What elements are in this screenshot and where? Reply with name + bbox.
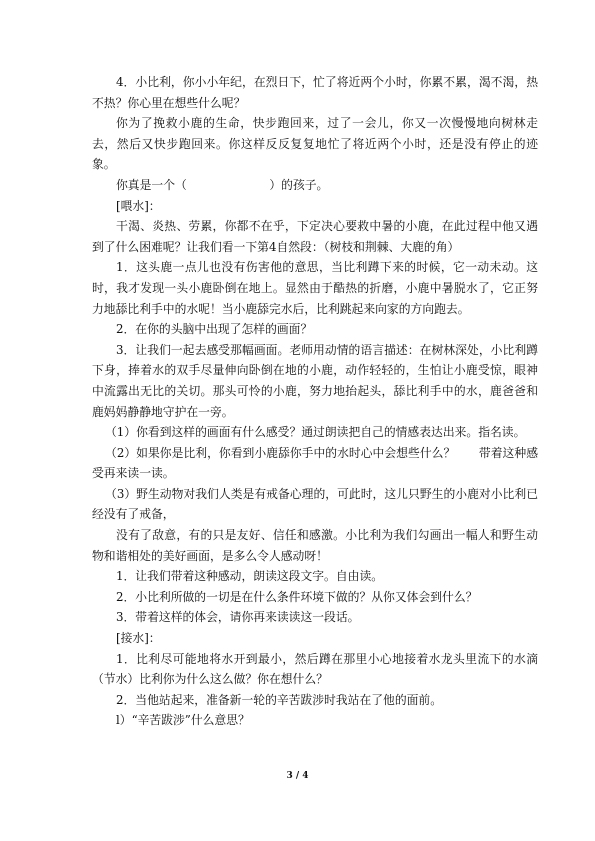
paragraph: 2．小比利所做的一切是在什么条件环境下做的？从你又体会到什么？	[116, 589, 478, 604]
paragraph: 你为了挽救小鹿的生命，快步跑回来，过了一会儿，你又一次慢慢地向树林走去，然后又快步跑回来。你这样反反复复地忙了将近两个小时，还是没有停止的迹象。	[92, 116, 538, 172]
section-label-receive-water: [接水]：	[116, 631, 161, 646]
paragraph: 没有了敌意，有的只是友好、信任和感激。小比利为我们勾画出一幅人和野生动物和谐相处的美好画面，是多么令人感动呀！	[92, 528, 538, 563]
page-number: 3 / 4	[286, 771, 309, 781]
paragraph: 1．这头鹿一点儿也没有伤害他的意思，当比利蹲下来的时候，它一动未动。这时，我才发现一头小鹿卧倒在地上。显然由于酷热的折磨，小鹿中暑脱水了，它正努力地舔比利手中的水呢！当小鹿舔完水后，比利跳起来向家的方向跑去。	[92, 260, 538, 316]
paragraph: （1）你看到这样的画面有什么感受？通过朗读把自己的情感表达出来。指名读。	[105, 425, 526, 440]
section-label-feed-water: [喂水]：	[116, 198, 161, 213]
paragraph: 1．比利尽可能地将水开到最小，然后蹲在那里小心地接着水龙头里流下的水滴（节水）比利你为什么这么做？你在想什么？	[92, 651, 538, 687]
paragraph: 2．在你的头脑中出现了怎样的画面？	[116, 322, 313, 337]
paragraph: 你真是一个（ ）的孩子。	[116, 177, 329, 192]
paragraph: 3．让我们一起去感受那幅画面。老师用动情的语言描述：在树林深处，小比利蹲下身，捧着水的双手尽量伸向卧倒在地的小鹿，动作轻轻的，生怕让小鹿受惊，眼神中流露出无比的关切。那头可怜的小鹿，努力地抬起头，舔比利手中的水，鹿爸爸和鹿妈妈静静地守护在一旁。	[92, 342, 538, 419]
paragraph: （2）如果你是比利，你看到小鹿舔你手中的水时心中会想些什么？ 带着这种感受再来读一读。	[92, 445, 538, 481]
paragraph: 干渴、炎热、劳累，你都不在乎，下定决心要救中暑的小鹿，在此过程中他又遇到了什么困难呢？让我们看一下第4自然段：（树枝和荆棘、大鹿的角）	[92, 219, 538, 254]
paragraph: 4．小比利，你小小年纪，在烈日下，忙了将近两个小时，你累不累，渴不渴，热不热？你心里在想些什么呢？	[92, 75, 538, 110]
paragraph: （3）野生动物对我们人类是有戒备心理的，可此时，这儿只野生的小鹿对小比利已经没有了戒备，	[92, 486, 538, 522]
body-text	[92, 72, 538, 731]
paragraph: 2．当他站起来，准备新一轮的辛苦跋涉时我站在了他的面前。	[116, 692, 443, 707]
paragraph: 3．带着这样的体会，请你再来读读这一段话。	[116, 610, 360, 625]
paragraph: l）“辛苦跋涉”什么意思？	[116, 713, 250, 728]
paragraph: 1．让我们带着这种感动，朗读这段文字。自由读。	[116, 569, 384, 584]
